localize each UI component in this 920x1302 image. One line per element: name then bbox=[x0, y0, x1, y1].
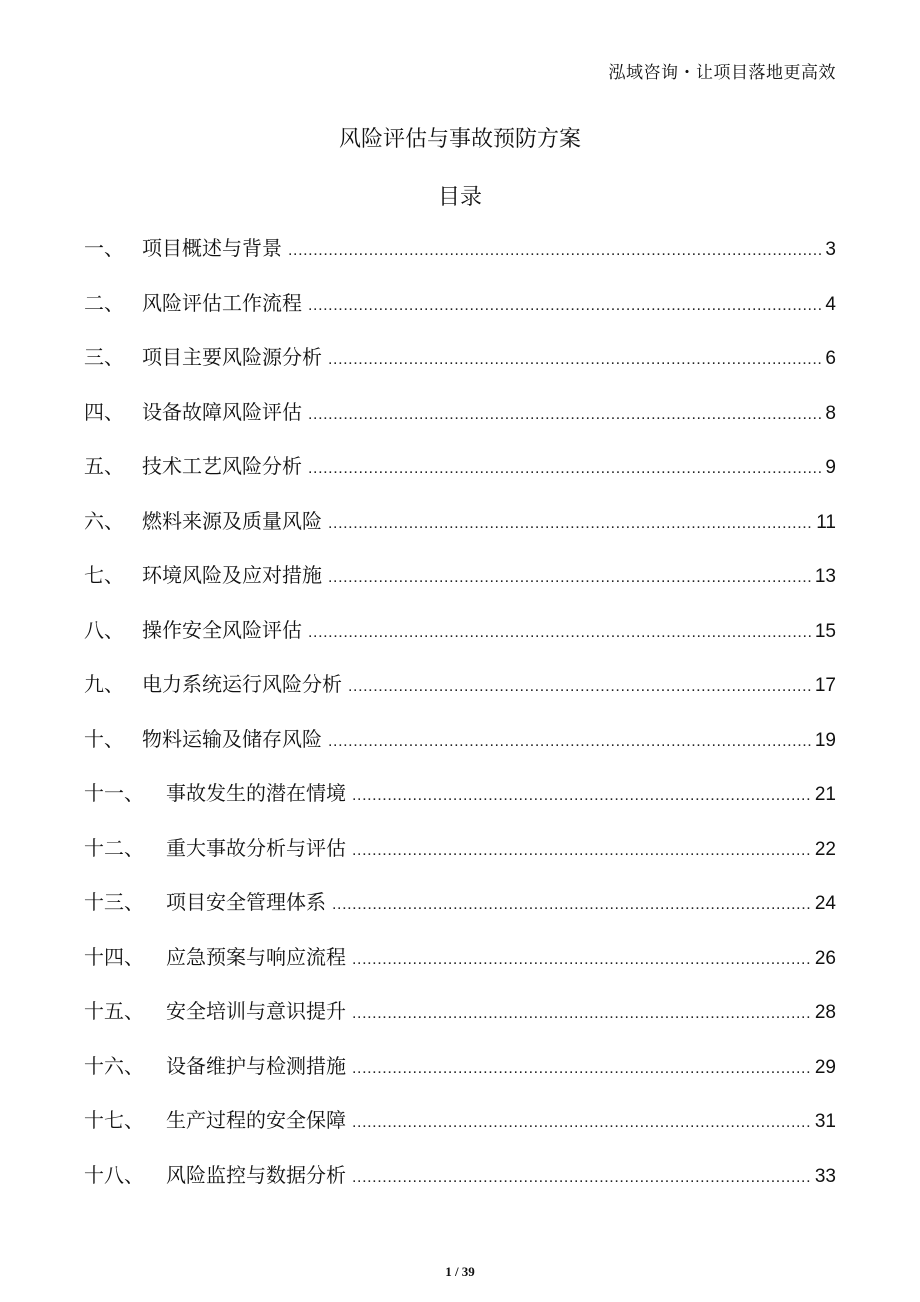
toc-entry-page: 3 bbox=[825, 239, 836, 260]
toc-entry-number: 二、 bbox=[84, 290, 124, 315]
toc-entry-label: 风险监控与数据分析 bbox=[166, 1162, 346, 1187]
toc-entry-label: 燃料来源及质量风险 bbox=[142, 508, 322, 533]
toc-entry-page: 19 bbox=[814, 729, 836, 751]
toc-entry[interactable] bbox=[84, 668, 836, 723]
toc-entry-number: 十、 bbox=[84, 726, 124, 751]
toc-entry[interactable] bbox=[84, 1050, 836, 1105]
toc-entry-number: 十二、 bbox=[84, 835, 144, 860]
toc-entry[interactable] bbox=[84, 995, 836, 1050]
toc-dot-leader bbox=[308, 460, 821, 478]
toc-dot-leader bbox=[328, 351, 821, 369]
toc-entry-label: 设备维护与检测措施 bbox=[166, 1053, 346, 1078]
toc-entry-page: 31 bbox=[814, 1111, 836, 1132]
page-number-footer: 1 / 39 bbox=[445, 1264, 475, 1279]
toc-entry-number: 七、 bbox=[84, 563, 124, 587]
toc-entry-page: 4 bbox=[825, 293, 836, 315]
toc-entry-number: 十七、 bbox=[84, 1108, 144, 1132]
toc-entry-page: 13 bbox=[814, 566, 836, 587]
toc-entry[interactable] bbox=[84, 941, 836, 996]
toc-entry[interactable] bbox=[84, 341, 836, 396]
toc-entry-label: 技术工艺风险分析 bbox=[142, 454, 302, 478]
toc-entry-label: 操作安全风险评估 bbox=[142, 617, 302, 642]
toc-entry-page: 24 bbox=[814, 893, 836, 914]
toc-entry-page: 33 bbox=[814, 1165, 836, 1187]
toc-dot-leader bbox=[352, 951, 811, 969]
toc-entry-page: 6 bbox=[825, 348, 836, 369]
toc-entry[interactable] bbox=[84, 450, 836, 505]
toc-entry[interactable] bbox=[84, 232, 836, 287]
toc-dot-leader bbox=[308, 624, 811, 642]
toc-entry-number: 十六、 bbox=[84, 1053, 144, 1078]
toc-entry-number: 六、 bbox=[84, 508, 124, 533]
toc-entry-label: 项目主要风险源分析 bbox=[142, 345, 322, 369]
toc-entry[interactable] bbox=[84, 1104, 836, 1159]
toc-dot-leader bbox=[308, 406, 821, 424]
toc-entry-label: 风险评估工作流程 bbox=[142, 290, 302, 315]
toc-entry-label: 事故发生的潜在情境 bbox=[166, 781, 346, 805]
toc-entry-number: 九、 bbox=[84, 672, 124, 696]
toc-entry-number: 一、 bbox=[84, 236, 124, 260]
toc-entry-label: 生产过程的安全保障 bbox=[166, 1108, 346, 1132]
toc-entry[interactable] bbox=[84, 614, 836, 669]
toc-entry[interactable] bbox=[84, 777, 836, 832]
toc-entry-label: 设备故障风险评估 bbox=[142, 399, 302, 424]
toc-entry-page: 21 bbox=[814, 784, 836, 805]
toc-entry-page: 28 bbox=[814, 1002, 836, 1023]
toc-entry-number: 五、 bbox=[84, 454, 124, 478]
toc-entry-label: 应急预案与响应流程 bbox=[166, 944, 346, 969]
toc-entry-label: 环境风险及应对措施 bbox=[142, 563, 322, 587]
toc-entry-page: 8 bbox=[825, 402, 836, 424]
toc-dot-leader bbox=[348, 678, 811, 696]
toc-entry[interactable] bbox=[84, 886, 836, 941]
toc-entry-page: 22 bbox=[814, 838, 836, 860]
toc-dot-leader bbox=[308, 297, 821, 315]
toc-dot-leader bbox=[288, 242, 821, 260]
toc-entry-page: 17 bbox=[814, 675, 836, 696]
toc-dot-leader bbox=[328, 515, 812, 533]
toc-entry[interactable] bbox=[84, 832, 836, 887]
toc-entry-label: 安全培训与意识提升 bbox=[166, 999, 346, 1023]
toc-entry-page: 26 bbox=[814, 947, 836, 969]
toc-entry-number: 三、 bbox=[84, 345, 124, 369]
toc-entry-number: 四、 bbox=[84, 399, 124, 424]
toc-dot-leader bbox=[328, 569, 811, 587]
toc-dot-leader bbox=[352, 787, 811, 805]
toc-entry-page: 15 bbox=[814, 620, 836, 642]
table-of-contents bbox=[84, 232, 836, 1213]
toc-entry-label: 重大事故分析与评估 bbox=[166, 835, 346, 860]
toc-entry-page: 11 bbox=[816, 511, 836, 533]
toc-dot-leader bbox=[352, 842, 811, 860]
toc-entry-number: 十三、 bbox=[84, 890, 144, 914]
toc-entry-page: 9 bbox=[825, 457, 836, 478]
toc-dot-leader bbox=[328, 733, 811, 751]
toc-entry[interactable] bbox=[84, 1159, 836, 1214]
toc-entry-number: 八、 bbox=[84, 617, 124, 642]
toc-dot-leader bbox=[352, 1005, 811, 1023]
toc-entry-page: 29 bbox=[814, 1056, 836, 1078]
toc-dot-leader bbox=[332, 896, 811, 914]
toc-entry-number: 十四、 bbox=[84, 944, 144, 969]
toc-entry-label: 电力系统运行风险分析 bbox=[142, 672, 342, 696]
toc-entry-label: 项目概述与背景 bbox=[142, 236, 282, 260]
toc-dot-leader bbox=[352, 1060, 811, 1078]
document-title: 风险评估与事故预防方案 bbox=[338, 127, 581, 152]
toc-entry[interactable] bbox=[84, 723, 836, 778]
toc-entry[interactable] bbox=[84, 396, 836, 451]
toc-heading: 目录 bbox=[437, 185, 482, 210]
toc-entry-number: 十五、 bbox=[84, 999, 144, 1023]
toc-dot-leader bbox=[352, 1114, 811, 1132]
toc-entry[interactable] bbox=[84, 287, 836, 342]
toc-entry[interactable] bbox=[84, 505, 836, 560]
toc-entry-number: 十八、 bbox=[84, 1162, 144, 1187]
toc-dot-leader bbox=[352, 1169, 811, 1187]
toc-entry[interactable] bbox=[84, 559, 836, 614]
toc-entry-label: 物料运输及储存风险 bbox=[142, 726, 322, 751]
page-header: 泓域咨询・让项目落地更高效 bbox=[608, 63, 836, 83]
toc-entry-label: 项目安全管理体系 bbox=[166, 890, 326, 914]
toc-entry-number: 十一、 bbox=[84, 781, 144, 805]
